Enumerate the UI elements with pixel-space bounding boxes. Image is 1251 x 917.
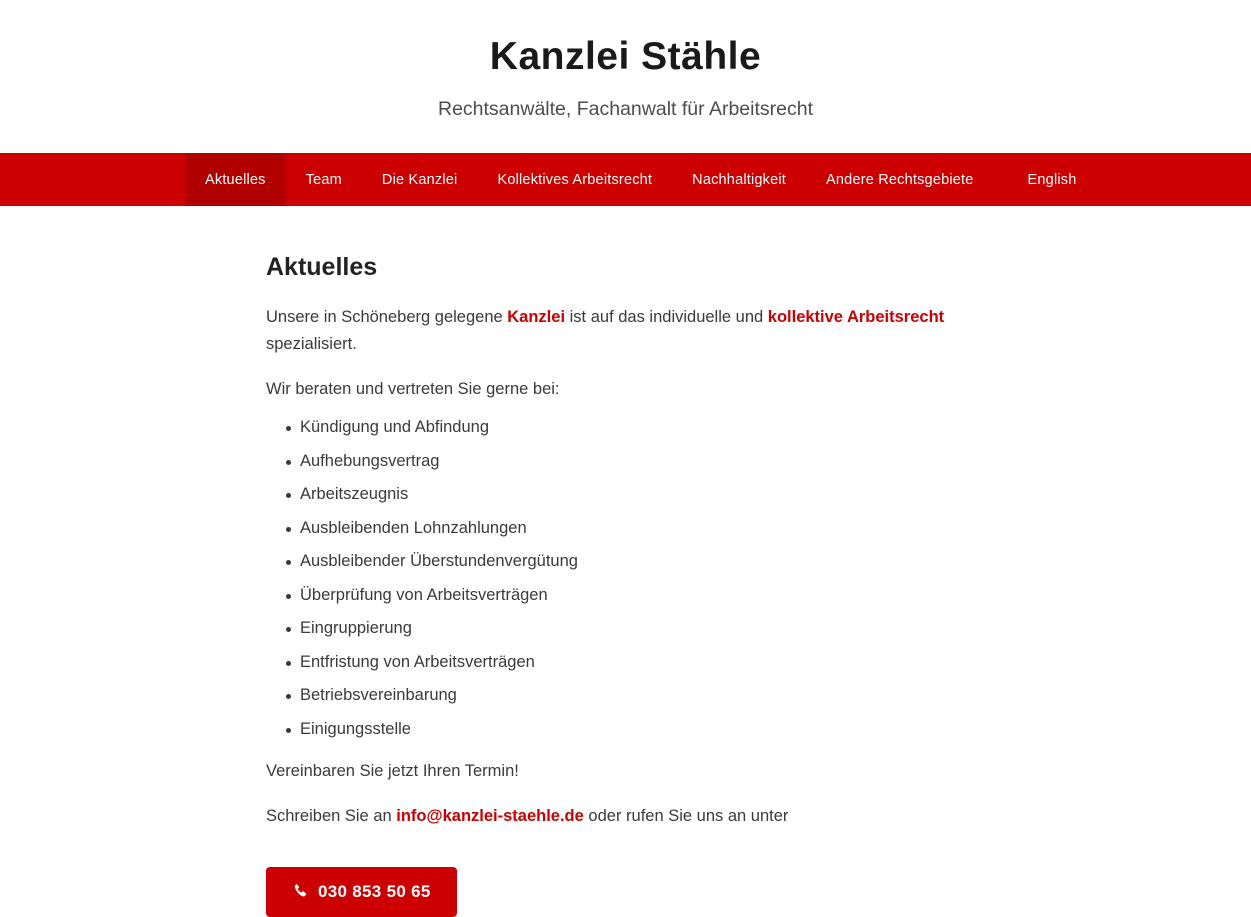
- site-subtitle: Rechtsanwälte, Fachanwalt für Arbeitsrecht: [437, 97, 813, 120]
- email-link[interactable]: info@kanzlei-staehle.de: [396, 807, 584, 826]
- contact-suffix: oder rufen Sie uns an unter: [583, 807, 789, 826]
- main-navigation: [0, 153, 1251, 206]
- intro-text-part1: Unsere in Schöneberg gelegene: [266, 308, 508, 327]
- intro-text-part2: ist auf das individuelle und: [565, 308, 768, 327]
- lead-paragraph: Wir beraten und vertreten Sie gerne bei:: [266, 379, 560, 398]
- link-kanzlei[interactable]: Kanzlei: [507, 308, 566, 327]
- list-item: Ausbleibenden Lohnzahlungen: [286, 520, 986, 537]
- appointment-paragraph: Vereinbaren Sie jetzt Ihren Termin!: [266, 762, 519, 781]
- list-item: Eingruppierung: [286, 620, 986, 637]
- list-item: Einigungsstelle: [286, 721, 986, 738]
- main-content: [0, 206, 1251, 917]
- page-title: Kanzlei Stähle: [489, 35, 762, 78]
- phone-number-label: 030 853 50 65: [318, 881, 431, 901]
- list-item: Kündigung und Abfindung: [286, 419, 986, 436]
- phone-icon: [292, 883, 309, 900]
- list-item: Ausbleibender Überstundenvergütung: [286, 553, 986, 570]
- nav-item-die-kanzlei[interactable]: Die Kanzlei: [381, 171, 458, 188]
- nav-item-english[interactable]: English: [1027, 171, 1077, 188]
- nav-item-kollektives-arbeitsrecht[interactable]: Kollektives Arbeitsrecht: [497, 171, 653, 188]
- intro-paragraph: [266, 304, 986, 357]
- intro-text-part3: spezialisiert.: [266, 334, 357, 353]
- nav-item-andere-rechtsgebiete[interactable]: Andere Rechtsgebiete: [826, 171, 974, 188]
- list-item: Betriebsvereinbarung: [286, 687, 986, 704]
- phone-call-button[interactable]: [266, 867, 457, 917]
- nav-item-nachhaltigkeit[interactable]: Nachhaltigkeit: [692, 171, 787, 188]
- list-item: Entfristung von Arbeitsverträgen: [286, 654, 986, 671]
- list-item: Aufhebungsvertrag: [286, 453, 986, 470]
- contact-paragraph: [266, 803, 986, 830]
- list-item: Überprüfung von Arbeitsverträgen: [286, 587, 986, 604]
- content-heading: Aktuelles: [266, 253, 378, 282]
- site-header: [0, 0, 1251, 122]
- nav-item-aktuelles[interactable]: Aktuelles: [185, 153, 286, 206]
- service-list: [266, 419, 986, 737]
- nav-item-team[interactable]: Team: [305, 171, 342, 188]
- contact-prefix: Schreiben Sie an: [266, 807, 397, 826]
- list-item: Arbeitszeugnis: [286, 486, 986, 503]
- link-kollektives-arbeitsrecht[interactable]: kollektive Arbeitsrecht: [767, 308, 945, 327]
